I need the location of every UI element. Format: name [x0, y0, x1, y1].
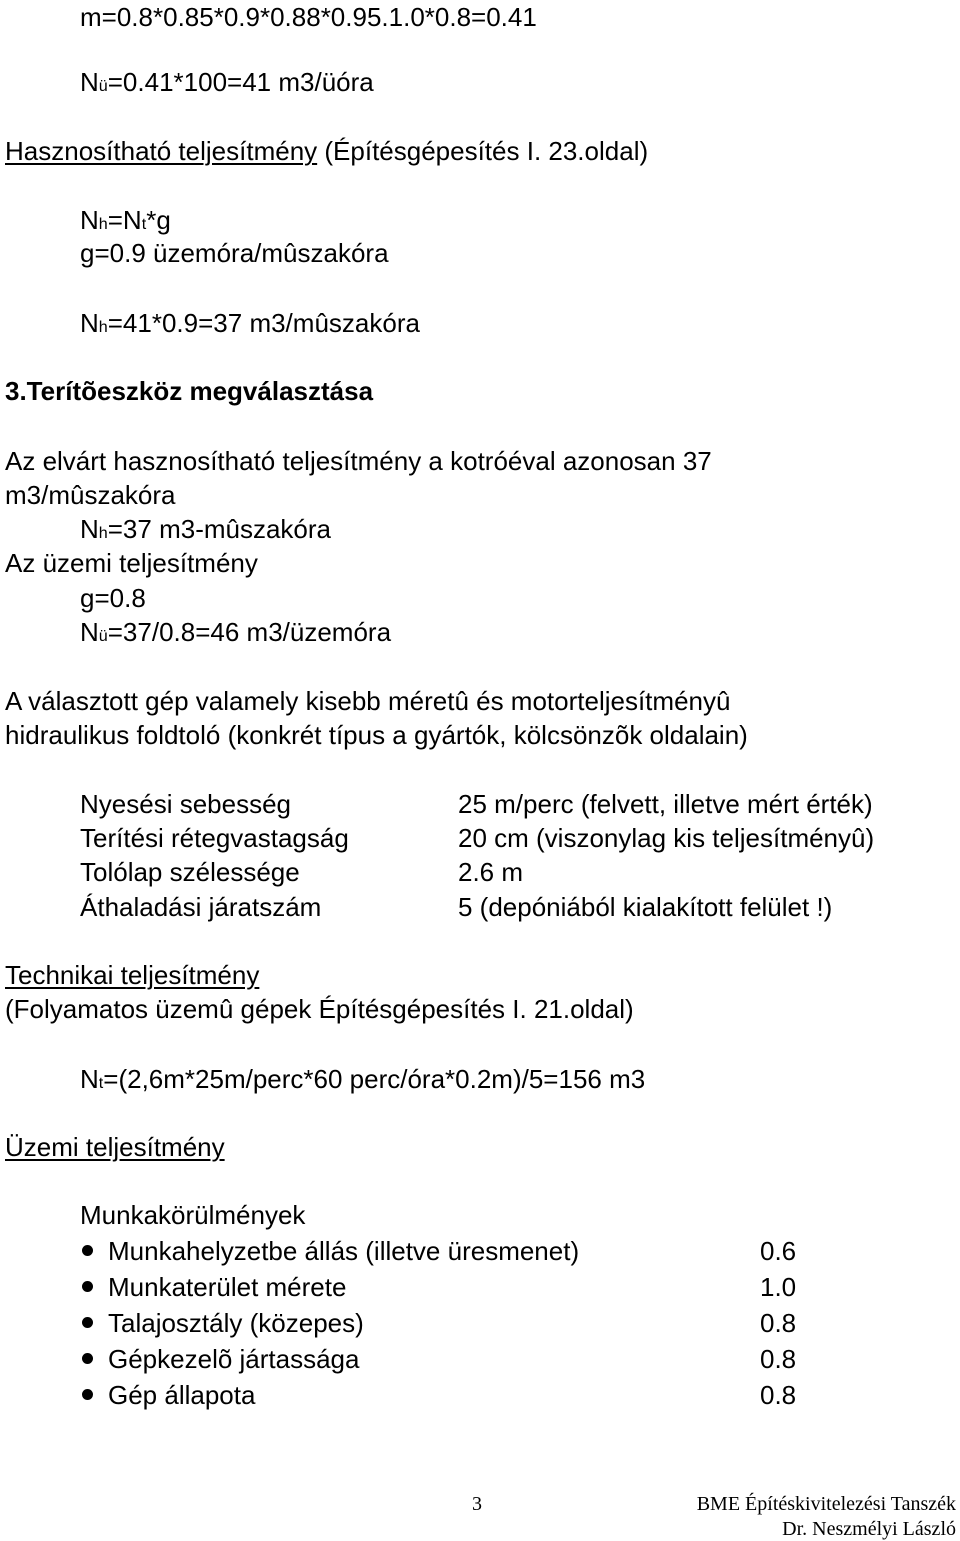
nh-formula [80, 207, 171, 233]
page-number: 3 [472, 1493, 482, 1515]
param-value: 20 cm (viszonylag kis teljesítményû) [458, 823, 875, 853]
m-calculation: m=0.8*0.85*0.9*0.88*0.95.1.0*0.8=0.41 [80, 2, 537, 32]
param-value: 2.6 m [458, 857, 524, 887]
nh-result [80, 310, 420, 336]
elvart-line-2: m3/mûszakóra [5, 480, 176, 510]
hasznos-heading-line [5, 138, 648, 164]
subscript: t [98, 1074, 104, 1092]
param-value: 5 (depóniából kialakított felület !) [458, 892, 833, 922]
symbol-n: N [80, 205, 99, 235]
footer-institution: BME Építéskivitelezési Tanszék [696, 1493, 956, 1515]
bullet-icon [82, 1353, 93, 1364]
symbol-n: N [80, 67, 99, 97]
gep-line-1: A választott gép valamely kisebb méretû és motorteljesítményû [5, 686, 731, 716]
symbol-n: N [80, 514, 99, 544]
nu-46 [80, 619, 391, 645]
condition-value: 0.8 [760, 1308, 797, 1338]
subscript: t [141, 215, 147, 233]
subscript: ü [98, 627, 108, 645]
condition-label: Talajosztály (közepes) [108, 1308, 364, 1338]
technikai-heading: Technikai teljesítmény [5, 960, 260, 990]
formula-rest: =0.41*100=41 m3/üóra [107, 67, 374, 97]
formula-rest: =37/0.8=46 m3/üzemóra [107, 617, 392, 647]
elvart-line-1: Az elvárt hasznosítható teljesítmény a kotróéval azonosan 37 [5, 446, 712, 476]
subscript: h [98, 215, 108, 233]
param-label: Áthaladási járatszám [80, 892, 322, 922]
condition-label: Munkahelyzetbe állás (illetve üresmenet) [108, 1236, 580, 1266]
param-value: 25 m/perc (felvett, illetve mért érték) [458, 789, 873, 819]
formula-mid: =N [107, 205, 142, 235]
gep-line-2: hidraulikus foldtoló (konkrét típus a gyártók, kölcsönzõk oldalain) [5, 720, 748, 750]
g-value: g=0.9 üzemóra/mûszakóra [80, 238, 389, 268]
hasznos-reference: (Építésgépesítés I. 23.oldal) [317, 136, 649, 166]
condition-value: 0.8 [760, 1344, 797, 1374]
formula-rest: =(2,6m*25m/perc*60 perc/óra*0.2m)/5=156 m3 [103, 1064, 646, 1094]
nu-calculation [80, 69, 374, 95]
symbol-n: N [80, 1064, 99, 1094]
section-3-title: 3.Terítõeszköz megválasztása [5, 376, 374, 406]
nt-formula [80, 1066, 645, 1092]
nh-37 [80, 516, 331, 542]
param-label: Terítési rétegvastagság [80, 823, 349, 853]
subscript: h [98, 524, 108, 542]
uzemi-heading: Üzemi teljesítmény [5, 1132, 225, 1162]
hasznos-heading: Hasznosítható teljesítmény [5, 136, 318, 166]
condition-label: Munkaterület mérete [108, 1272, 347, 1302]
condition-value: 0.8 [760, 1380, 797, 1410]
param-label: Tolólap szélessége [80, 857, 300, 887]
bullet-icon [82, 1389, 93, 1400]
condition-label: Gépkezelõ jártassága [108, 1344, 360, 1374]
subscript: h [98, 318, 108, 336]
param-label: Nyesési sebesség [80, 789, 291, 819]
formula-rest: *g [146, 205, 171, 235]
subscript: ü [98, 77, 108, 95]
condition-label: Gép állapota [108, 1380, 256, 1410]
technikai-reference: (Folyamatos üzemû gépek Építésgépesítés I. 21.oldal) [5, 994, 634, 1024]
munka-label: Munkakörülmények [80, 1200, 306, 1230]
footer-author: Dr. Neszmélyi László [782, 1518, 956, 1540]
condition-value: 0.6 [760, 1236, 797, 1266]
g-08: g=0.8 [80, 583, 146, 613]
bullet-icon [82, 1317, 93, 1328]
formula-rest: =41*0.9=37 m3/mûszakóra [107, 308, 420, 338]
bullet-icon [82, 1281, 93, 1292]
symbol-n: N [80, 617, 99, 647]
symbol-n: N [80, 308, 99, 338]
condition-value: 1.0 [760, 1272, 797, 1302]
bullet-icon [82, 1245, 93, 1256]
formula-rest: =37 m3-mûszakóra [107, 514, 332, 544]
uzemi-label: Az üzemi teljesítmény [5, 548, 258, 578]
